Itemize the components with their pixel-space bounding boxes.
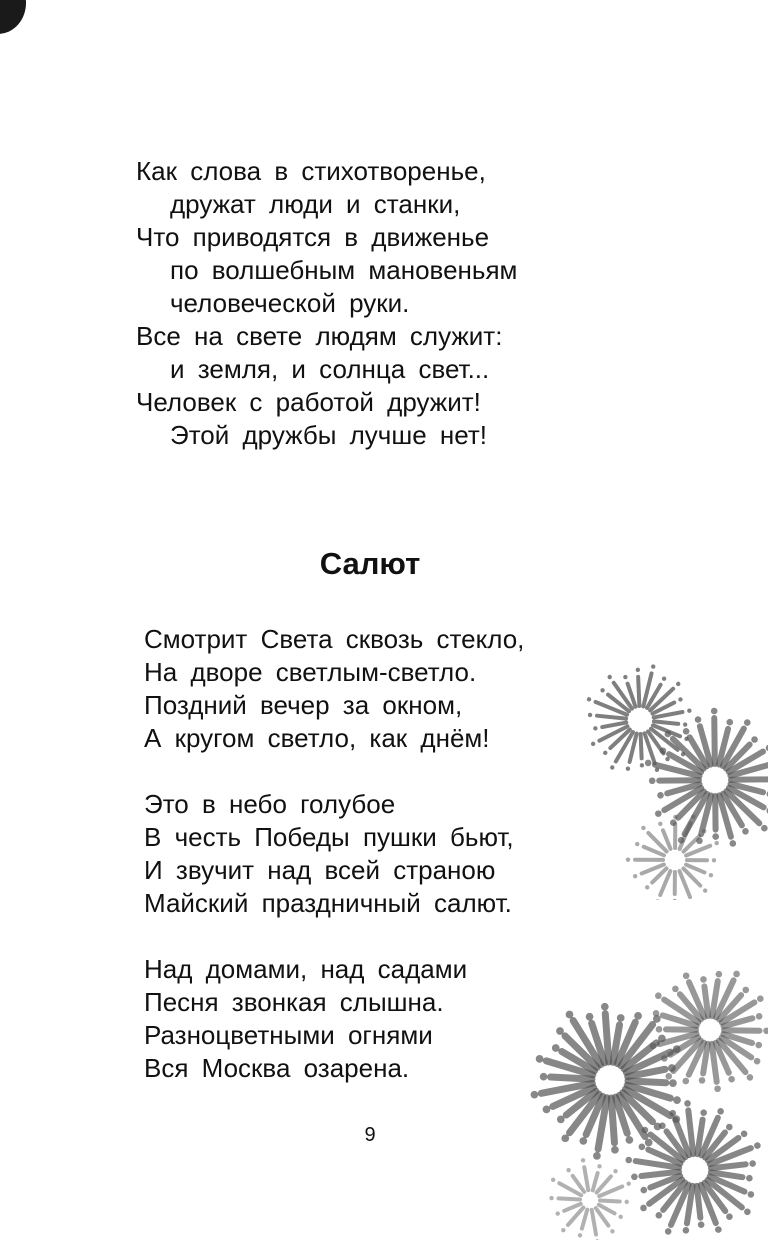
poem-line: Поздний вечер за окном, [144,690,463,720]
poem-line: А кругом светло, как днём! [144,723,490,753]
poem-line: На дворе светлым-светло. [144,657,477,687]
poem-line: Песня звонкая слышна. [144,987,444,1017]
poem-line: В честь Победы пушки бьют, [144,822,514,852]
poem-line: человеческой руки. [170,288,410,318]
firework-icon [580,660,768,900]
poem-one [136,155,517,452]
poem-line: Все на свете людям служит: [136,321,503,351]
poem-line: Смотрит Света сквозь стекло, [144,624,525,654]
poem-line: Как слова в стихотворенье, [136,156,486,186]
ink-blot-icon [0,0,26,34]
stanza [144,953,524,1085]
poem-line: И звучит над всей страною [144,855,496,885]
poem-line: Этой дружбы лучше нет! [170,420,487,450]
poem-line: Над домами, над садами [144,954,468,984]
stanza [144,788,524,920]
poem-line: Человек с работой дружит! [136,387,481,417]
poem-line: и земля, и солнца свет... [170,354,490,384]
poem-line: Это в небо голубое [144,789,396,819]
poem-line: дружат люди и станки, [170,189,461,219]
page-number: 9 [364,1124,376,1146]
stanza [144,623,524,755]
poem-line: по волшебным мановеньям [170,255,518,285]
poem-line: Что приводятся в движенье [136,222,490,252]
poem-line: Вся Москва озарена. [144,1053,410,1083]
poem-line: Майский праздничный салют. [144,888,512,918]
poem-line: Разноцветными огнями [144,1020,433,1050]
firework-icon [530,960,768,1240]
poem-two [144,623,524,1118]
poem-title: Салют [319,546,421,581]
